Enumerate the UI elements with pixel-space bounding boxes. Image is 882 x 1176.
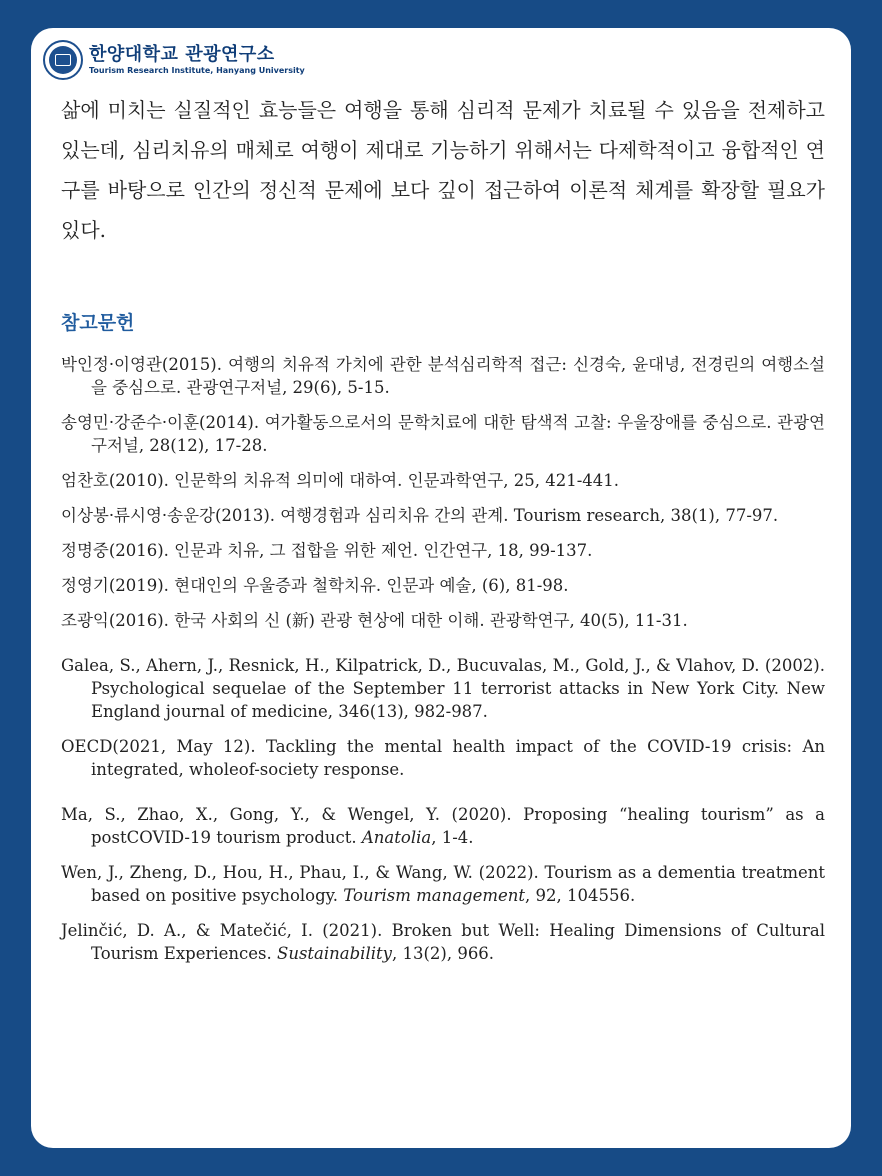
logo-title-korean: 한양대학교 관광연구소 xyxy=(89,43,275,65)
references-list xyxy=(61,353,825,977)
logo-title-english: Tourism Research Institute, Hanyang University xyxy=(89,65,305,75)
reference-item: Galea, S., Ahern, J., Resnick, H., Kilpatrick, D., Bucuvalas, M., Gold, J., & Vlahov, D. (2002). Psychological sequelae of the September 11 terrorist attacks in New York City. New England journal of medicine, 346(13), 982-987. xyxy=(61,656,825,721)
reference-item xyxy=(61,919,825,965)
institute-logo xyxy=(43,40,305,80)
reference-item: 송영민·강준수·이훈(2014). 여가활동으로서의 문학치료에 대한 탐색적 고찰: 우울장애를 중심으로. 관광연구저널, 28(12), 17-28. xyxy=(61,413,825,455)
reference-item: OECD(2021, May 12). Tackling the mental health impact of the COVID-19 crisis: An integrated, wholeof-society response. xyxy=(61,737,825,779)
reference-journal: Anatolia xyxy=(361,828,432,847)
reference-text: Jelinčić, D. A., & Matečić, I. (2021). Broken but Well: Healing Dimensions of Cultural Tourism Experiences. xyxy=(61,921,825,963)
reference-text: , 92, 104556. xyxy=(525,886,636,905)
reference-journal: Sustainability xyxy=(277,944,392,963)
reference-text: , 13(2), 966. xyxy=(391,944,495,963)
reference-text: Ma, S., Zhao, X., Gong, Y., & Wengel, Y. (2020). Proposing “healing tourism” as a postCOVID-19 tourism product. xyxy=(61,805,825,847)
document-page xyxy=(31,28,851,1148)
references-heading: 참고문헌 xyxy=(61,312,135,334)
reference-text: , 1-4. xyxy=(431,828,474,847)
reference-item: 정영기(2019). 현대인의 우울증과 철학치유. 인문과 예술, (6), 81-98. xyxy=(61,576,569,595)
reference-text: Wen, J., Zheng, D., Hou, H., Phau, I., & Wang, W. (2022). Tourism as a dementia treatment based on positive psychology. xyxy=(61,863,825,905)
reference-item: 엄찬호(2010). 인문학의 치유적 의미에 대하여. 인문과학연구, 25, 421-441. xyxy=(61,471,620,490)
reference-journal: Tourism management xyxy=(343,886,526,905)
reference-item: 조광익(2016). 한국 사회의 신 (新) 관광 현상에 대한 이해. 관광학연구, 40(5), 11-31. xyxy=(61,611,688,630)
reference-item: 이상봉·류시영·송운강(2013). 여행경험과 심리치유 간의 관계. Tourism research, 38(1), 77-97. xyxy=(61,506,779,525)
reference-item xyxy=(61,803,825,849)
intro-paragraph: 삶에 미치는 실질적인 효능들은 여행을 통해 심리적 문제가 치료될 수 있음을 전제하고 있는데, 심리치유의 매체로 여행이 제대로 기능하기 위해서는 다제학적이고 융합적인 연구를 바탕으로 인간의 정신적 문제에 보다 깊이 접근하여 이론적 체계를 확장할 필요가 있다. xyxy=(61,98,825,242)
reference-item: 정명중(2016). 인문과 치유, 그 접합을 위한 제언. 인간연구, 18, 99-137. xyxy=(61,541,593,560)
logo-text xyxy=(89,43,305,75)
reference-item: 박인정·이영관(2015). 여행의 치유적 가치에 관한 분석심리학적 접근: 신경숙, 윤대녕, 전경린의 여행소설을 중심으로. 관광연구저널, 29(6), 5-15. xyxy=(61,355,825,397)
university-seal-icon xyxy=(43,40,83,80)
reference-item xyxy=(61,861,825,907)
